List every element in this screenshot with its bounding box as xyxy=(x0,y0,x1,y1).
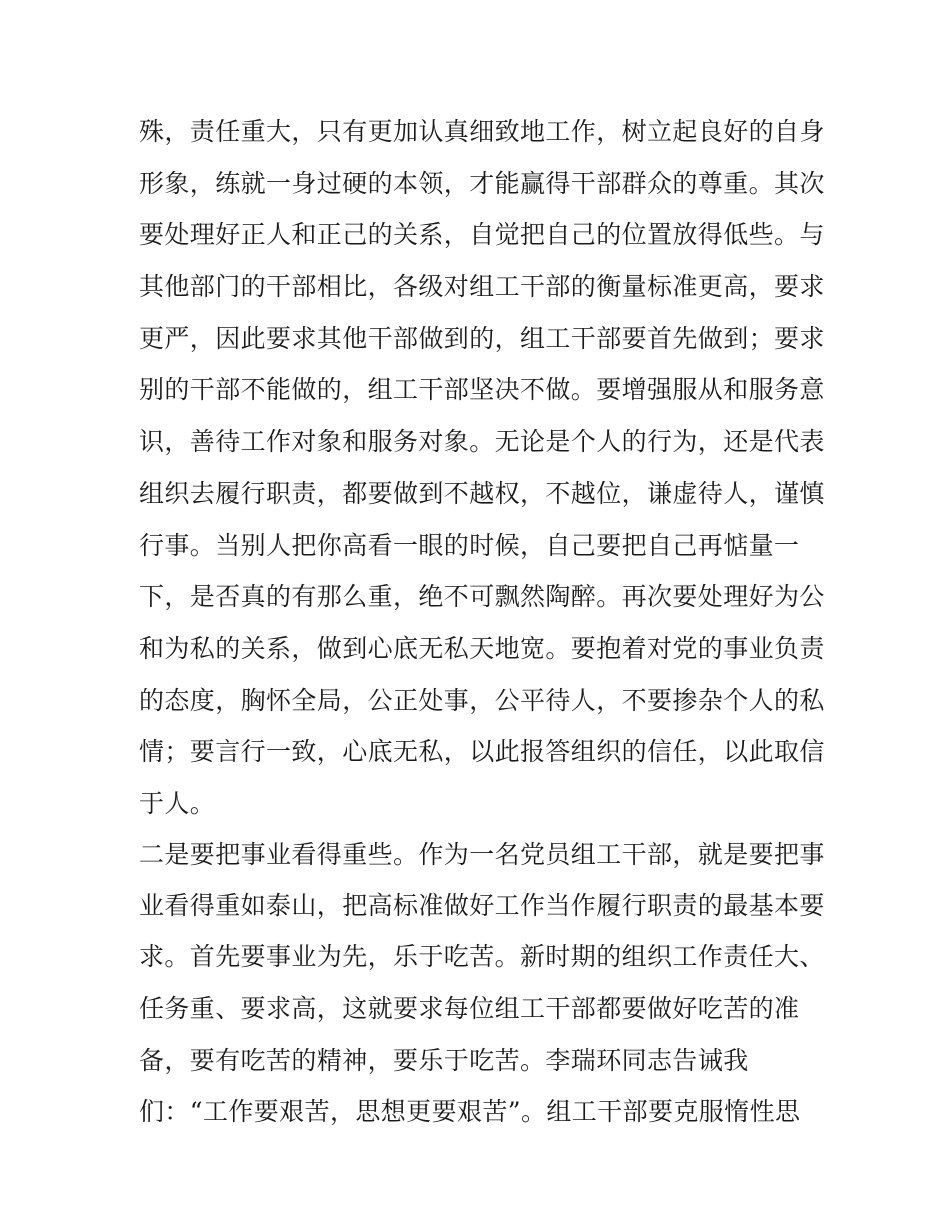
text-line: 备，要有吃苦的精神，要乐于吃苦。李瑞环同志告诫我 xyxy=(139,1045,749,1075)
text-line: 求。首先要事业为先，乐于吃苦。新时期的组织工作责任大、 xyxy=(139,942,825,972)
text-line: 任务重、要求高，这就要求每位组工干部都要做好吃苦的准 xyxy=(139,994,800,1023)
text-line: 和为私的关系，做到心底无私天地宽。要抱着对党的事业负责 xyxy=(139,633,825,663)
text-line: 行事。当别人把你高看一眼的时候，自己要把自己再惦量一 xyxy=(139,530,800,560)
text-line: 殊，责任重大，只有更加认真细致地工作，树立起良好的自身 xyxy=(139,117,825,146)
paragraph-start-line: 二是要把事业看得重些。作为一名党员组工干部，就是要把事 xyxy=(139,839,825,869)
text-line: 识，善待工作对象和服务对象。无论是个人的行为，还是代表 xyxy=(139,427,825,457)
text-line: 更严，因此要求其他干部做到的，组工干部要首先做到；要求 xyxy=(139,323,825,353)
text-line: 形象，练就一身过硬的本领，才能赢得干部群众的尊重。其次 xyxy=(139,168,825,198)
text-line: 业看得重如泰山，把高标准做好工作当作履行职责的最基本要 xyxy=(139,890,825,920)
text-line: 下，是否真的有那么重，绝不可飘然陶醉。再次要处理好为公 xyxy=(139,582,825,612)
text-line: 们：“工作要艰苦，思想更要艰苦”。组工干部要克服惰性思 xyxy=(139,1097,801,1127)
text-line: 其他部门的干部相比，各级对组工干部的衡量标准更高，要求 xyxy=(139,272,825,302)
text-line: 情；要言行一致，心底无私，以此报答组织的信任，以此取信 xyxy=(139,737,825,767)
text-line: 组织去履行职责，都要做到不越权，不越位，谦虚待人，谨慎 xyxy=(139,478,825,508)
text-line: 要处理好正人和正己的关系，自觉把自己的位置放得低些。与 xyxy=(139,220,825,250)
text-line: 别的干部不能做的，组工干部坚决不做。要增强服从和服务意 xyxy=(139,375,825,405)
text-line: 的态度，胸怀全局，公正处事，公平待人，不要掺杂个人的私 xyxy=(139,685,825,715)
text-line: 于人。 xyxy=(139,788,216,818)
body-text xyxy=(139,106,825,1138)
